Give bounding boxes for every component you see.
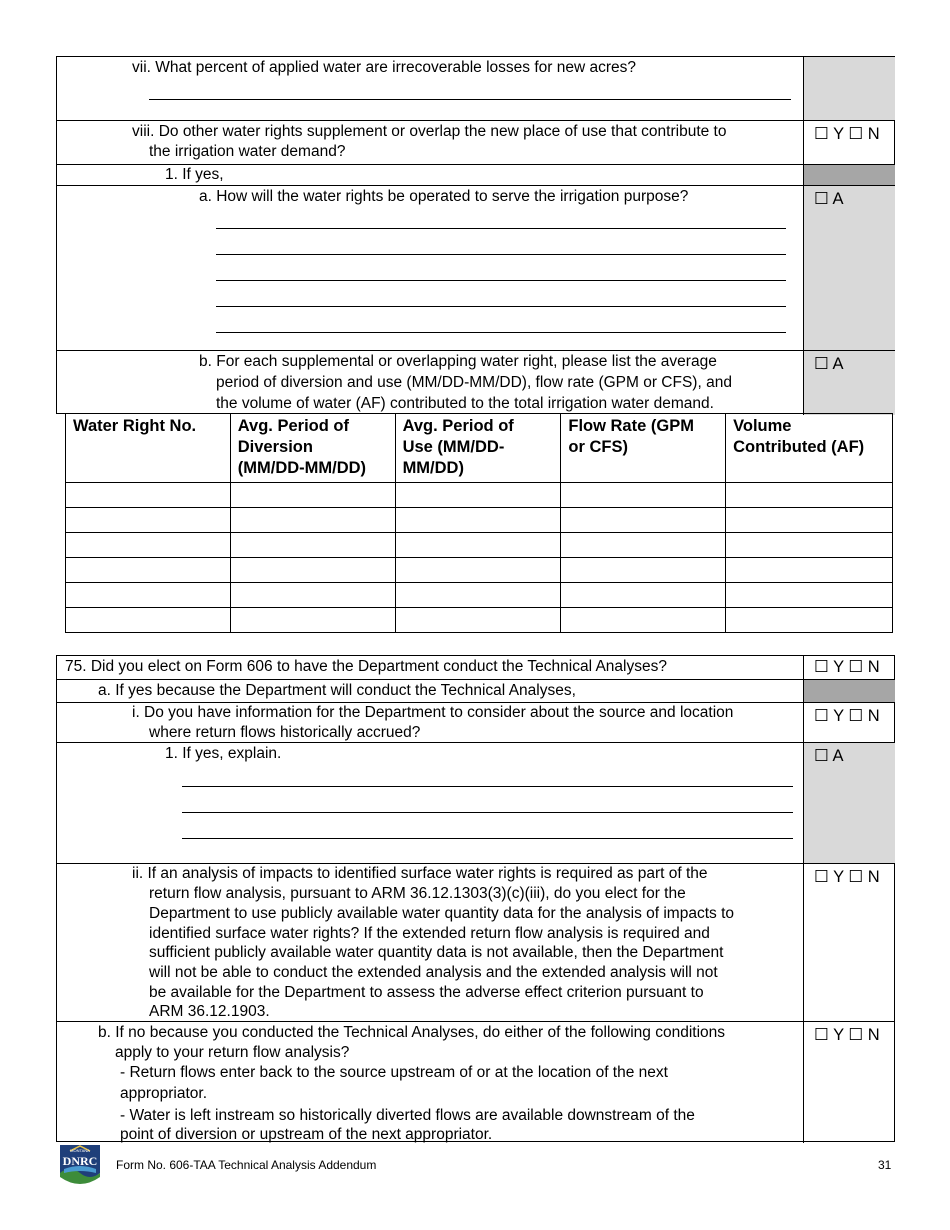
explain-answer-cell bbox=[803, 742, 895, 863]
table-cell[interactable] bbox=[230, 608, 395, 633]
table-cell[interactable] bbox=[726, 533, 893, 558]
question-75a-text: a. If yes because the Department will conduct the Technical Analyses, bbox=[98, 682, 576, 699]
table-header-row bbox=[66, 414, 893, 483]
header-water-right-no: Water Right No. bbox=[66, 414, 231, 483]
table-cell[interactable] bbox=[66, 608, 231, 633]
question-75-ii-line: identified surface water rights? If the extended return flow analysis is required and bbox=[149, 925, 710, 942]
question-viii-line1: viii. Do other water rights supplement or overlap the new place of use that contribute to bbox=[132, 123, 727, 140]
if-yes-answer-cell bbox=[803, 164, 895, 185]
question-75a-row bbox=[57, 679, 803, 702]
question-75-ii-row bbox=[57, 863, 803, 1021]
question-b-line1: b. For each supplemental or overlapping water right, please list the average bbox=[199, 353, 717, 370]
table-cell[interactable] bbox=[561, 508, 726, 533]
header-avg-period-use: Avg. Period of Use (MM/DD- MM/DD) bbox=[395, 414, 561, 483]
answer-line[interactable] bbox=[216, 254, 786, 255]
page-number: 31 bbox=[878, 1158, 892, 1172]
table-row bbox=[66, 583, 893, 608]
question-75-ii-line: will not be able to conduct the extended analysis and the extended analysis will not bbox=[149, 964, 718, 981]
table-cell[interactable] bbox=[66, 558, 231, 583]
header-volume-contributed: Volume Contributed (AF) bbox=[726, 414, 893, 483]
table-cell[interactable] bbox=[726, 583, 893, 608]
logo-subtext: MONTANA bbox=[70, 1148, 90, 1153]
attachment-checkbox[interactable]: ☐ A bbox=[814, 190, 844, 208]
question-75-text: 75. Did you elect on Form 606 to have the Department conduct the Technical Analyses? bbox=[65, 658, 667, 675]
table-cell[interactable] bbox=[726, 508, 893, 533]
table-cell[interactable] bbox=[66, 533, 231, 558]
condition-1-line2: appropriator. bbox=[120, 1085, 208, 1102]
question-75-i-line1: i. Do you have information for the Department to consider about the source and location bbox=[132, 704, 734, 721]
answer-line[interactable] bbox=[216, 228, 786, 229]
table-cell[interactable] bbox=[230, 533, 395, 558]
if-yes-label: 1. If yes, bbox=[165, 166, 224, 183]
logo-text: DNRC bbox=[62, 1154, 98, 1168]
question-75-ii-line: be available for the Department to assess the adverse effect criterion pursuant to bbox=[149, 984, 704, 1001]
yes-no-checkbox[interactable]: ☐ Y ☐ N bbox=[814, 868, 880, 886]
answer-line[interactable] bbox=[216, 332, 786, 333]
question-a-row bbox=[57, 185, 803, 350]
attachment-checkbox[interactable]: ☐ A bbox=[814, 355, 844, 373]
table-cell[interactable] bbox=[561, 608, 726, 633]
table-cell[interactable] bbox=[395, 533, 561, 558]
table-row bbox=[66, 483, 893, 508]
dnrc-logo bbox=[56, 1143, 104, 1189]
section-74-box bbox=[56, 56, 895, 414]
table-cell[interactable] bbox=[561, 533, 726, 558]
question-a-answer-cell bbox=[803, 185, 895, 350]
question-75b-answer-cell bbox=[803, 1021, 895, 1143]
table-cell[interactable] bbox=[66, 583, 231, 608]
table-cell[interactable] bbox=[726, 558, 893, 583]
explain-row bbox=[57, 742, 803, 863]
table-cell[interactable] bbox=[561, 583, 726, 608]
question-75a-answer-cell bbox=[803, 679, 895, 702]
answer-line[interactable] bbox=[182, 838, 793, 839]
answer-line[interactable] bbox=[149, 99, 791, 100]
table-cell[interactable] bbox=[395, 483, 561, 508]
yes-no-checkbox[interactable]: ☐ Y ☐ N bbox=[814, 125, 880, 143]
question-75-answer-cell bbox=[803, 656, 895, 679]
explain-label: 1. If yes, explain. bbox=[165, 745, 282, 762]
table-cell[interactable] bbox=[66, 483, 231, 508]
section-75-box bbox=[56, 655, 895, 1142]
question-vii-row bbox=[57, 57, 803, 120]
yes-no-checkbox[interactable]: ☐ Y ☐ N bbox=[814, 707, 880, 725]
question-75-ii-line: return flow analysis, pursuant to ARM 36.12.1303(3)(c)(iii), do you elect for the bbox=[149, 885, 686, 902]
table-cell[interactable] bbox=[230, 483, 395, 508]
table-cell[interactable] bbox=[395, 558, 561, 583]
question-viii-row bbox=[57, 120, 803, 164]
table-cell[interactable] bbox=[561, 558, 726, 583]
question-75-i-row bbox=[57, 702, 803, 742]
question-vii-text: vii. What percent of applied water are irrecoverable losses for new acres? bbox=[132, 59, 636, 76]
question-75-ii-line: sufficient publicly available water quantity data is not available, then the Department bbox=[149, 944, 724, 961]
table-cell[interactable] bbox=[66, 508, 231, 533]
table-cell[interactable] bbox=[561, 483, 726, 508]
yes-no-checkbox[interactable]: ☐ Y ☐ N bbox=[814, 658, 880, 676]
answer-line[interactable] bbox=[182, 786, 793, 787]
table-cell[interactable] bbox=[395, 608, 561, 633]
table-row bbox=[66, 533, 893, 558]
table-cell[interactable] bbox=[726, 608, 893, 633]
table-cell[interactable] bbox=[395, 508, 561, 533]
table-cell[interactable] bbox=[230, 508, 395, 533]
table-cell[interactable] bbox=[230, 558, 395, 583]
table-row bbox=[66, 608, 893, 633]
question-b-answer-cell bbox=[803, 350, 895, 415]
table-cell[interactable] bbox=[230, 583, 395, 608]
footer-form-label: Form No. 606-TAA Technical Analysis Addendum bbox=[116, 1158, 377, 1172]
table-row bbox=[66, 558, 893, 583]
question-75-ii-line: ARM 36.12.1903. bbox=[149, 1003, 270, 1020]
condition-2-line1: - Water is left instream so historically diverted flows are available downstream of the bbox=[120, 1107, 695, 1124]
table-cell[interactable] bbox=[395, 583, 561, 608]
question-75b-line1: b. If no because you conducted the Technical Analyses, do either of the following conditions bbox=[98, 1024, 726, 1041]
condition-1-line1: - Return flows enter back to the source upstream of or at the location of the next bbox=[120, 1064, 668, 1081]
question-b-row bbox=[57, 350, 803, 415]
condition-2-line2: point of diversion or upstream of the next appropriator. bbox=[120, 1126, 493, 1143]
table-cell[interactable] bbox=[726, 483, 893, 508]
question-viii-answer-cell bbox=[803, 120, 895, 164]
question-75-ii-answer-cell bbox=[803, 863, 895, 1021]
water-right-table bbox=[65, 413, 893, 633]
question-vii-answer-cell bbox=[803, 57, 895, 120]
if-yes-row bbox=[57, 164, 803, 185]
question-75-i-answer-cell bbox=[803, 702, 895, 742]
yes-no-checkbox[interactable]: ☐ Y ☐ N bbox=[814, 1026, 880, 1044]
question-75-i-line2: where return flows historically accrued? bbox=[149, 724, 421, 741]
header-avg-period-diversion: Avg. Period of Diversion (MM/DD-MM/DD) bbox=[230, 414, 395, 483]
question-b-line3: the volume of water (AF) contributed to the total irrigation water demand. bbox=[216, 395, 714, 412]
table-row bbox=[66, 508, 893, 533]
answer-line[interactable] bbox=[216, 280, 786, 281]
question-a-text: a. How will the water rights be operated to serve the irrigation purpose? bbox=[199, 188, 689, 205]
question-75-ii-line: Department to use publicly available water quantity data for the analysis of impacts to bbox=[149, 905, 735, 922]
header-flow-rate: Flow Rate (GPM or CFS) bbox=[561, 414, 726, 483]
answer-line[interactable] bbox=[216, 306, 786, 307]
question-75b-line2: apply to your return flow analysis? bbox=[115, 1044, 350, 1061]
question-75-ii-line: ii. If an analysis of impacts to identified surface water rights is required as part of the bbox=[132, 865, 708, 882]
question-b-line2: period of diversion and use (MM/DD-MM/DD), flow rate (GPM or CFS), and bbox=[216, 374, 732, 391]
attachment-checkbox[interactable]: ☐ A bbox=[814, 747, 844, 765]
question-75b-row bbox=[57, 1021, 803, 1143]
answer-line[interactable] bbox=[182, 812, 793, 813]
question-viii-line2: the irrigation water demand? bbox=[149, 143, 346, 160]
question-75-row bbox=[57, 656, 803, 679]
